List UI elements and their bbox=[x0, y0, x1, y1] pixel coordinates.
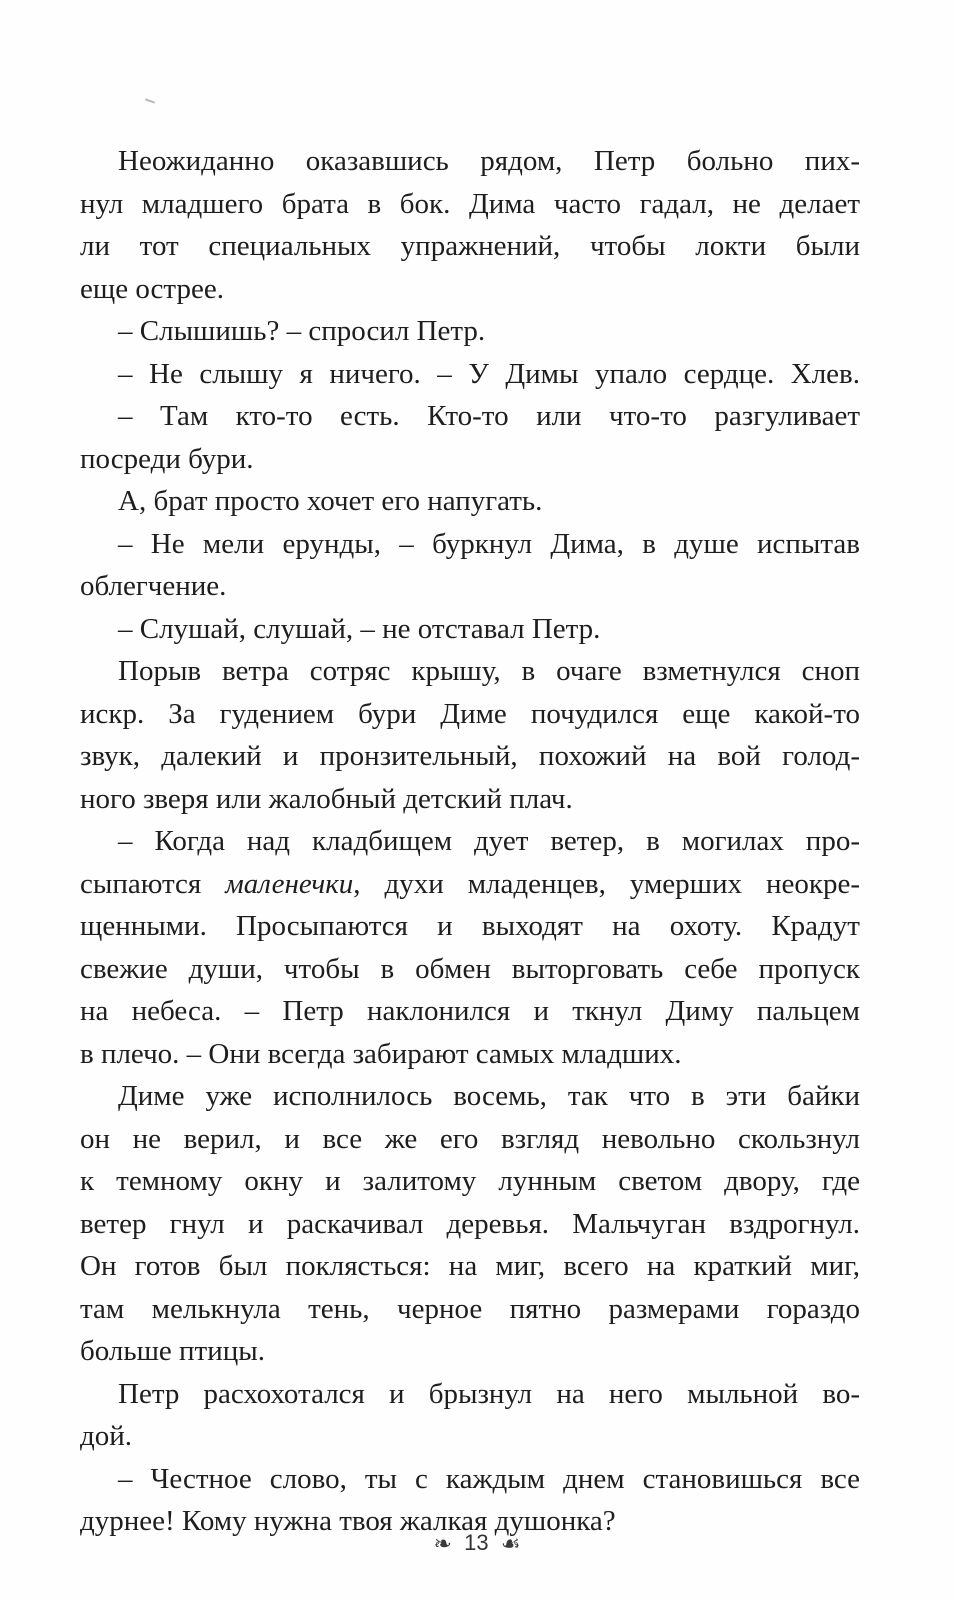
text-line: в плечо. – Они всегда забирают самых младших. bbox=[80, 1037, 682, 1070]
text-line: Петр расхохотался и брызнул на него мыльной во- bbox=[118, 1377, 860, 1410]
ornament-right-icon: ☙ bbox=[500, 1531, 521, 1557]
text-line: еще острее. bbox=[80, 272, 224, 305]
text-line: дурнее! Кому нужна твоя жалкая душонка? bbox=[80, 1505, 616, 1537]
italic-term: маленечки bbox=[225, 867, 354, 900]
ornament-left-icon: ❧ bbox=[433, 1531, 452, 1557]
body-text bbox=[80, 140, 860, 1543]
text-line: – Там кто-то есть. Кто-то или что-то разгуливает bbox=[118, 400, 860, 432]
text-line: – Честное слово, ты с каждым днем становишься все bbox=[118, 1462, 860, 1495]
text-line: Диме уже исполнилось восемь, так что в эти байки bbox=[118, 1080, 860, 1112]
text-line: Порыв ветра сотряс крышу, в очаге взметнулся сноп bbox=[118, 655, 860, 687]
text-line: сыпаются маленечки, духи младенцев, умерших неокре- bbox=[80, 867, 860, 900]
text-line: нул младшего брата в бок. Дима часто гадал, не делает bbox=[80, 187, 860, 220]
text-line: – Слышишь? – спросил Петр. bbox=[118, 315, 486, 347]
text-line: дой. bbox=[80, 1420, 133, 1452]
page-footer bbox=[0, 1530, 954, 1557]
text-line: щенными. Просыпаются и выходят на охоту. Крадут bbox=[80, 910, 860, 942]
text-line: посреди бури. bbox=[80, 442, 254, 475]
text-line: – Когда над кладбищем дует ветер, в могилах про- bbox=[118, 825, 860, 857]
text-line: искр. За гудением бури Диме почудился еще какой-то bbox=[80, 697, 860, 730]
text-line: ного зверя или жалобный детский плач. bbox=[80, 782, 573, 815]
text-line: А, брат просто хочет его напугать. bbox=[118, 485, 543, 517]
page-number: 13 bbox=[464, 1530, 489, 1555]
text-line: ли тот специальных упражнений, чтобы локти были bbox=[80, 230, 860, 262]
text-line: Он готов был поклясться: на миг, всего на краткий миг, bbox=[80, 1250, 860, 1282]
text-line: ветер гнул и раскачивал деревья. Мальчуган вздрогнул. bbox=[80, 1207, 860, 1240]
text-line: – Не слышу я ничего. – У Димы упало сердце. Хлев. bbox=[118, 357, 860, 390]
stray-mark bbox=[145, 98, 155, 103]
text-line: – Слушай, слушай, – не отставал Петр. bbox=[118, 612, 601, 645]
text-line: на небеса. – Петр наклонился и ткнул Диму пальцем bbox=[80, 995, 860, 1027]
text-line: больше птицы. bbox=[80, 1335, 265, 1367]
text-line: свежие души, чтобы в обмен выторговать себе пропуск bbox=[80, 952, 860, 985]
text-line: к темному окну и залитому лунным светом двору, где bbox=[80, 1165, 860, 1197]
text-line: Неожиданно оказавшись рядом, Петр больно пих- bbox=[118, 145, 860, 177]
text-line: облегчение. bbox=[80, 570, 227, 602]
text-line: звук, далекий и пронзительный, похожий на вой голод- bbox=[80, 740, 860, 772]
text-line: он не верил, и все же его взгляд невольно скользнул bbox=[80, 1122, 860, 1155]
text-line: – Не мели ерунды, – буркнул Дима, в душе испытав bbox=[118, 527, 860, 560]
text-line: там мелькнула тень, черное пятно размерами гораздо bbox=[80, 1292, 860, 1325]
